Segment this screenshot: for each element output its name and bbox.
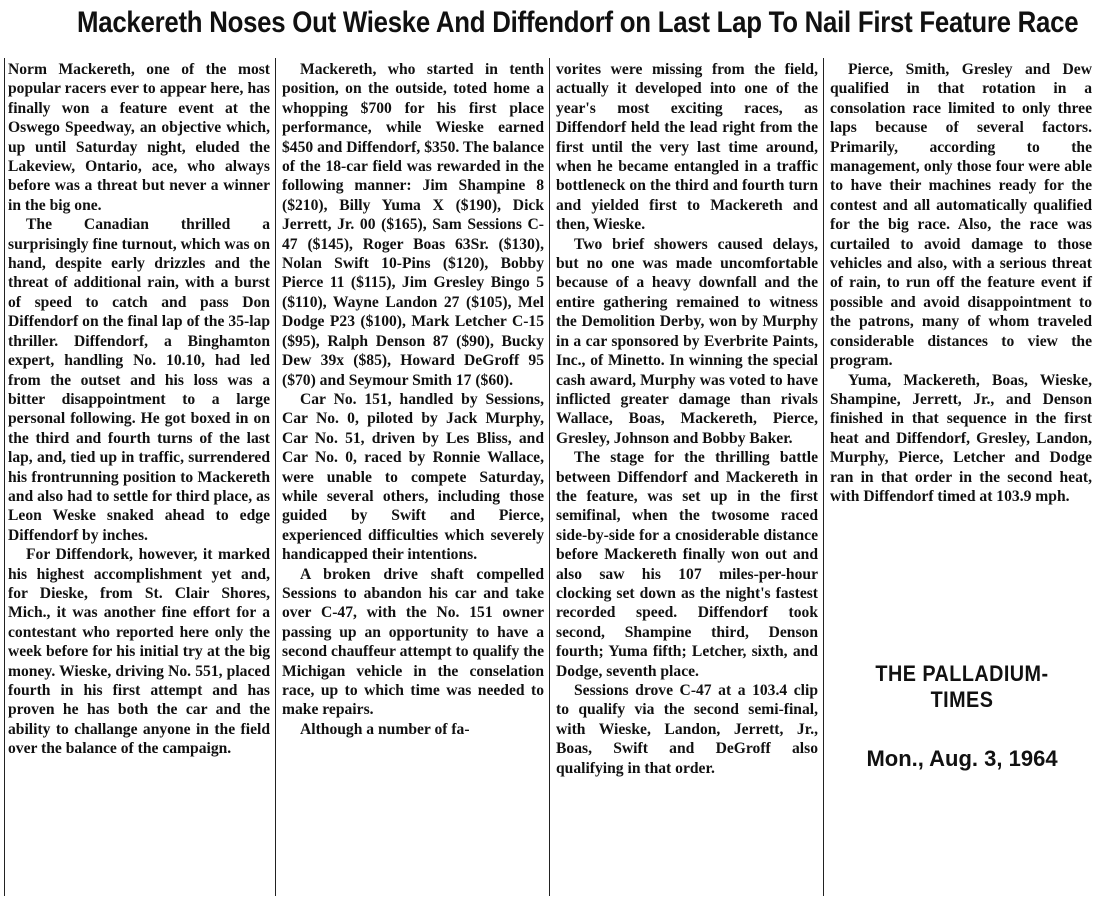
column-rule (4, 58, 5, 896)
article-column-3 (556, 60, 818, 778)
article-column-2 (282, 60, 544, 739)
paragraph: The Canadian thrilled a surprisingly fine turnout, which was on hand, despite early drizzles and the threat of additional rain, with a burst of speed to catch and pass Don Diffendorf on the final lap of the 35-lap thriller. Diffendorf, a Binghamton expert, handling No. 10.10, had led from the outset and his loss was a bitter disappointment to a large personal following. He got boxed in on the third and fourth turns of the last lap, and, tied up in traffic, surrendered his frontrunning position to Mackereth and also had to settle for third place, as Leon Weske snaked ahead to edge Diffendorf by inches. (8, 216, 270, 544)
paragraph: A broken drive shaft compelled Sessions to abandon his car and take over C-47, with the No. 151 owner passing up an opportunity to have a second chauffeur attempt to qualify the Michigan vehicle in the conselation race, up to which time was needed to make repairs. (282, 565, 544, 719)
publication-date: Mon., Aug. 3, 1964 (866, 746, 1058, 771)
paragraph: Two brief showers caused delays, but no one was made uncomfortable because of a heavy downfall and the entire gathering remained to witness the Demolition Derby, won by Murphy in a car sponsored by Everbrite Paints, Inc., of Minetto. In winning the special cash award, Murphy was voted to have inflicted greater damage than rivals Wallace, Boas, Mackereth, Pierce, Gresley, Johnson and Bobby Baker. (556, 235, 818, 447)
newspaper-masthead: THE PALLADIUM-TIMES (875, 661, 1049, 712)
paragraph: Although a number of fa- (300, 720, 470, 738)
paragraph: The stage for the thrilling battle between Diffendorf and Mackereth in the feature, was set up in the first semifinal, when the twosome raced side-by-side for a cnosiderable distance before Mackereth finally won out and also saw his 107 miles-per-hour clocking set down as the night's fastest recorded speed. Diffendorf took second, Shampine third, Denson fourth; Yuma fifth; Letcher, sixth, and Dodge, seventh place. (556, 449, 818, 680)
paragraph: Yuma, Mackereth, Boas, Wieske, Shampine, Jerrett, Jr., and Denson finished in that sequence in the first heat and Diffendorf, Gresley, Landon, Murphy, Pierce, Letcher and Dodge ran in that order in the second heat, with Diffendorf timed at 103.9 mph. (830, 371, 1092, 505)
article-column-4 (830, 60, 1092, 506)
article-column-1 (8, 60, 270, 759)
paragraph: vorites were missing from the field, actually it developed into one of the year's most exciting races, as Diffendorf held the lead right from the first until the very last time around, when he became entangled in a traffic bottleneck on the third and fourth turn and yielded first to Mackereth and then, Wieske. (556, 61, 818, 234)
headline: Mackereth Noses Out Wieske And Diffendorf on Last Lap To Nail First Feature Race (77, 6, 1079, 39)
paragraph: Car No. 151, handled by Sessions, Car No. 0, piloted by Jack Murphy, Car No. 51, driven by Les Bliss, and Car No. 0, raced by Ronnie Wallace, were unable to compete Saturday, while several others, including those guided by Swift and Pierce, experienced difficulties which severely handicapped their intentions. (282, 390, 544, 564)
column-rule (275, 58, 276, 896)
paragraph: Norm Mackereth, one of the most popular racers ever to appear here, has finally won a feature event at the Oswego Speedway, an objective which, up until Saturday night, eluded the Lakeview, Ontario, ace, who always before was a threat but never a winner in the big one. (8, 61, 270, 214)
paragraph: Mackereth, who started in tenth position, on the outside, toted home a whopping $700 for his first place performance, while Wieske earned $450 and Diffendorf, $350. The balance of the 18-car field was rewarded in the following manner: Jim Shampine 8 ($210), Billy Yuma X ($190), Dick Jerrett, Jr. 00 ($165), Sam Sessions C-47 ($145), Roger Boas 63Sr. ($130), Nolan Swift 10-Pins ($120), Bobby Pierce 11 ($115), Jim Gresley Bingo 5 ($110), Wayne Landon 27 ($105), Mel Dodge P23 ($100), Mark Letcher C-15 ($95), Ralph Denson 87 ($90), Bucky Dew 39x ($85), Howard DeGroff 95 ($70) and Seymour Smith 17 ($60). (282, 61, 544, 389)
column-rule (823, 58, 824, 896)
paragraph: For Diffendork, however, it marked his highest accomplishment yet and, for Dieske, from St. Clair Shores, Mich., it was another fine effort for a contestant who reported here only the week before for his initial try at the big money. Wieske, driving No. 551, placed fourth in his first attempt and has proven he has both the car and the ability to challange anyone in the field over the balance of the campaign. (8, 546, 270, 758)
paragraph: Sessions drove C-47 at a 103.4 clip to qualify via the second semi-final, with Wieske, Landon, Jerrett, Jr., Boas, Swift and DeGroff also qualifying in that order. (556, 682, 818, 777)
paragraph: Pierce, Smith, Gresley and Dew qualified in that rotation in a consolation race limited to only three laps because of several factors. Primarily, according to the management, only those four were able to have their machines ready for the contest and all automatically qualified for the big race. Also, the race was curtailed to avoid damage to those vehicles and also, with a serious threat of rain, to run off the feature event if possible and avoid disappointment to the patrons, many of whom traveled considerable distances to view the program. (830, 61, 1092, 370)
column-rule (549, 58, 550, 896)
